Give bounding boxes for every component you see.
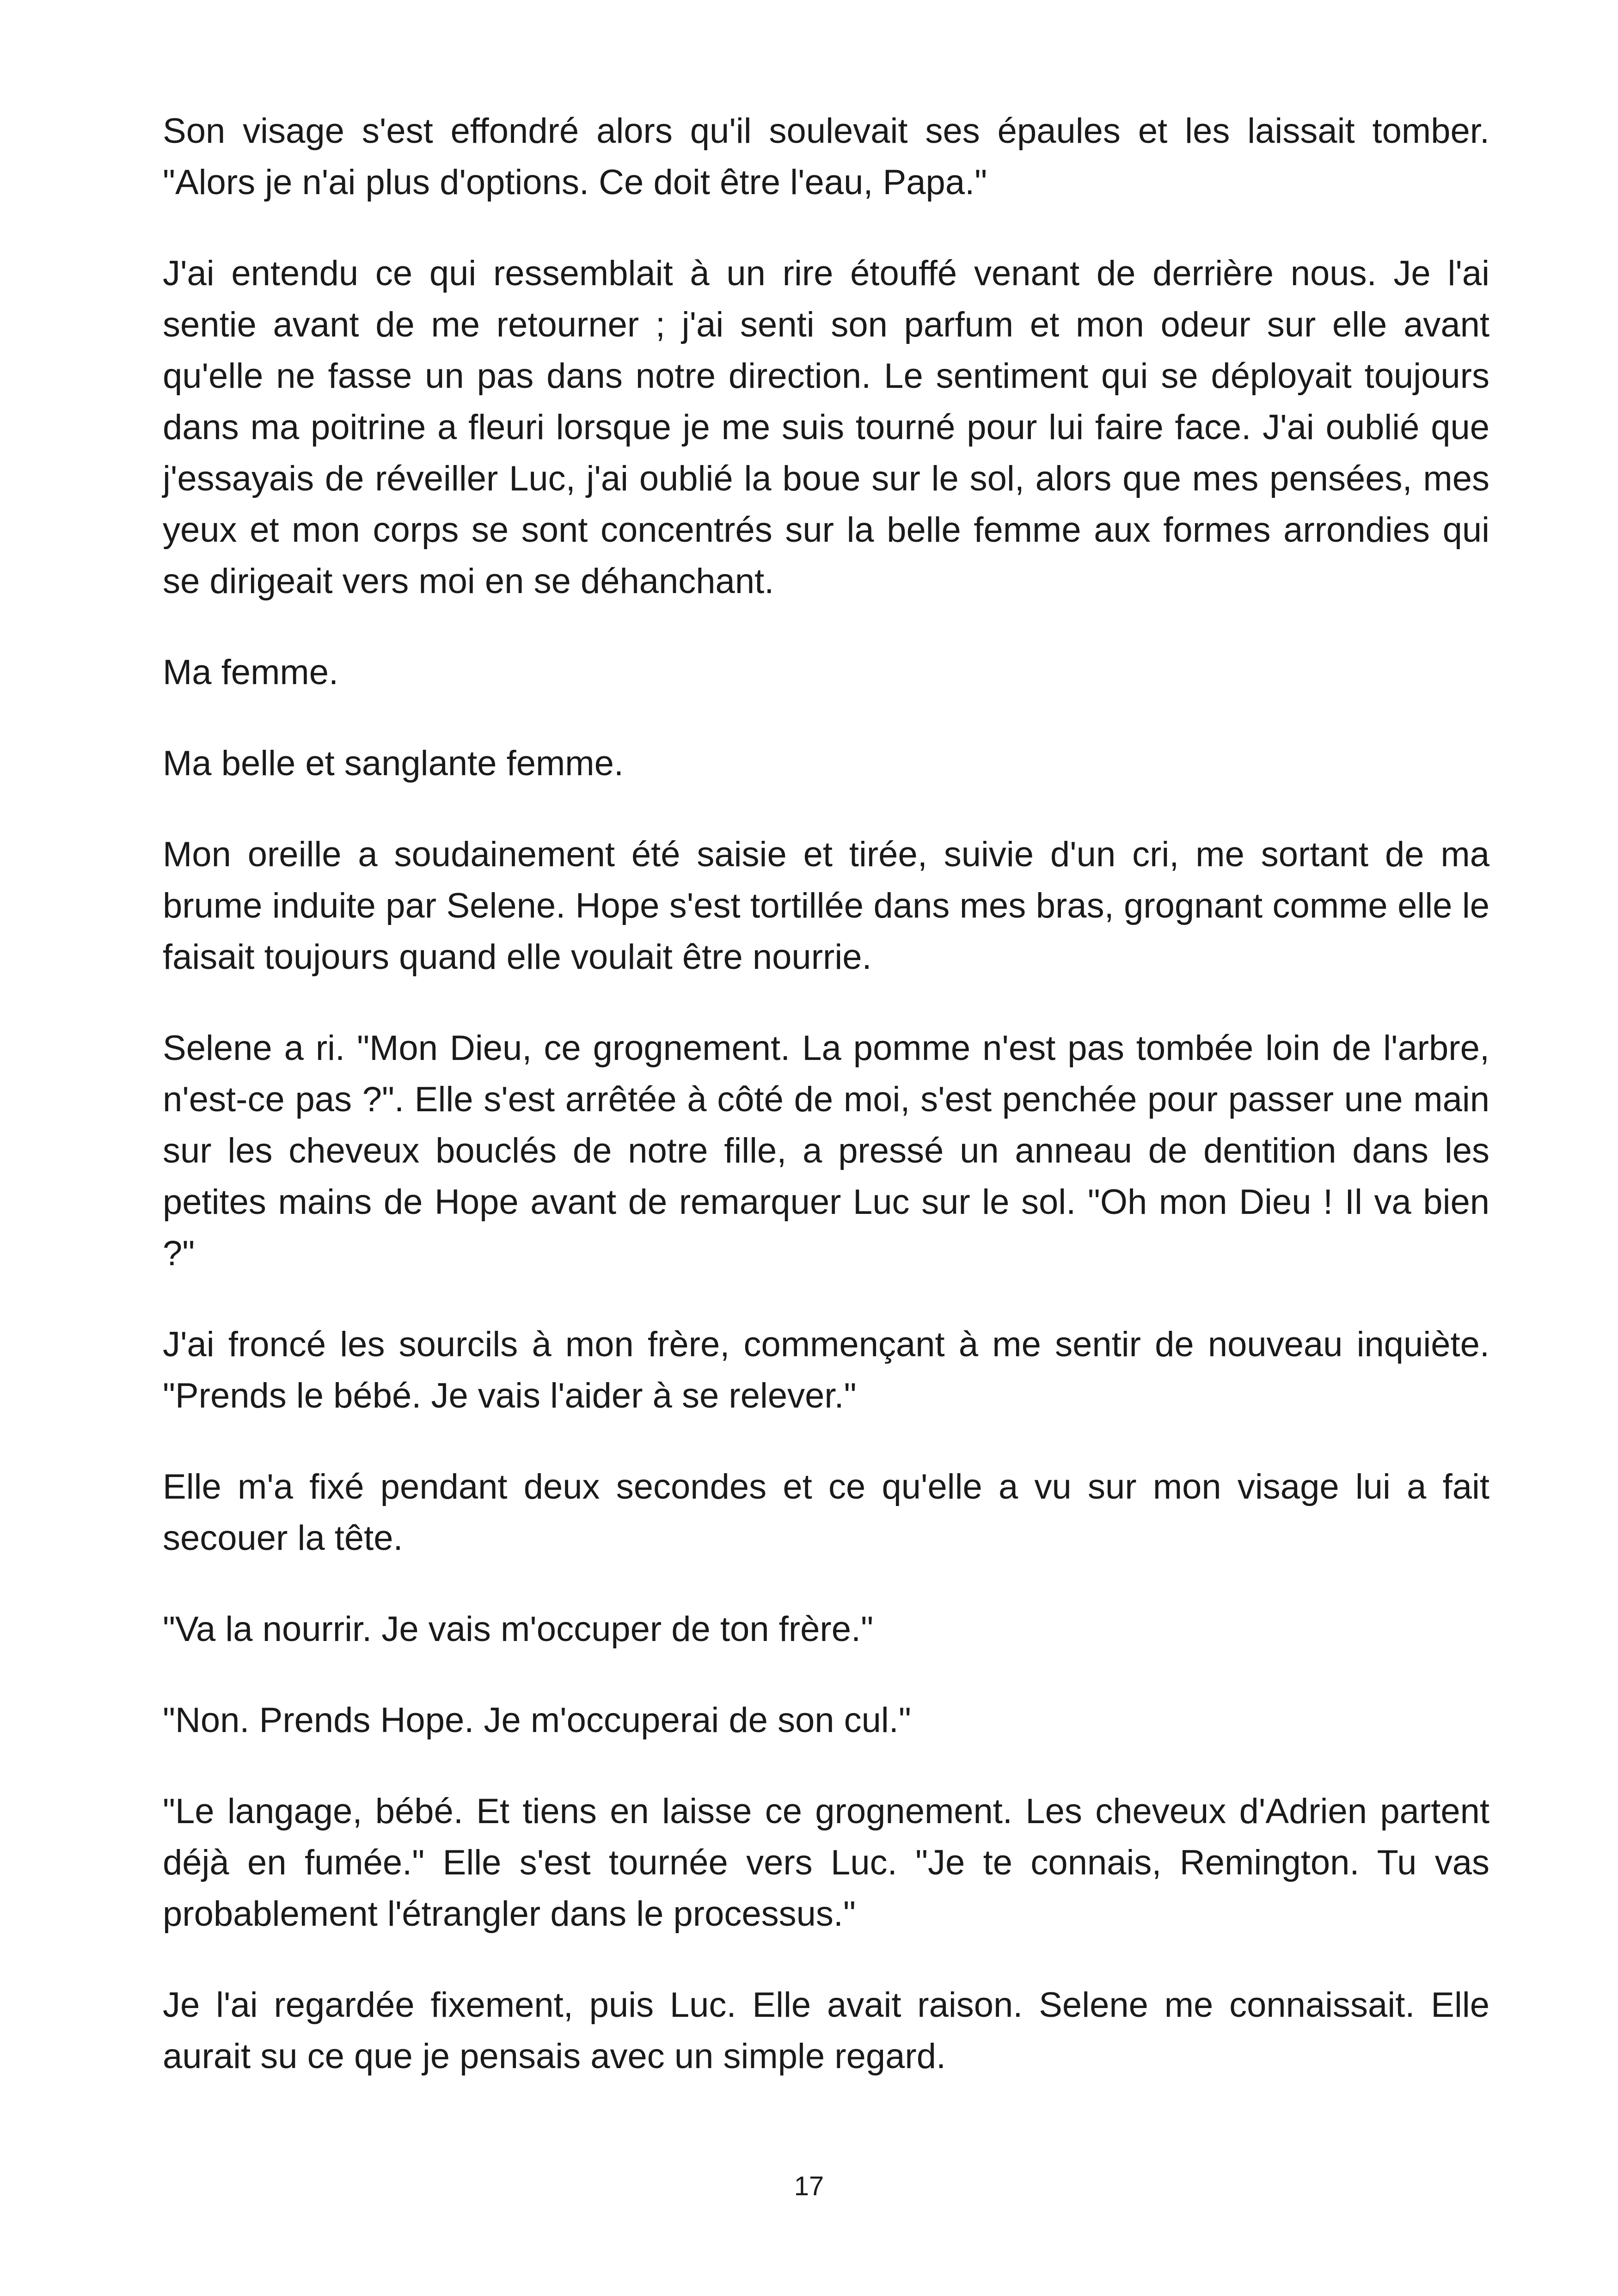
paragraph-9: "Va la nourrir. Je vais m'occuper de ton frère." — [163, 1610, 874, 1649]
paragraph-11: "Le langage, bébé. Et tiens en laisse ce grognement. Les cheveux d'Adrien partent déjà en fumée." Elle s'est tournée vers Luc. "Je te connais, Remington. Tu vas probablement l'étrangler dans le processus." — [163, 1792, 1489, 1934]
paragraph-12: Je l'ai regardée fixement, puis Luc. Elle avait raison. Selene me connaissait. Elle aurait su ce que je pensais avec un simple regard. — [163, 1985, 1489, 2076]
paragraph-8: Elle m'a fixé pendant deux secondes et ce qu'elle a vu sur mon visage lui a fait secouer la tête. — [163, 1467, 1489, 1558]
paragraph-2: J'ai entendu ce qui ressemblait à un rire étouffé venant de derrière nous. Je l'ai sentie avant de me retourner ; j'ai senti son parfum et mon odeur sur elle avant qu'elle ne fasse un pas dans notre direction. Le sentiment qui se déployait toujours dans ma poitrine a fleuri lorsque je me suis tourné pour lui faire face. J'ai oublié que j'essayais de réveiller Luc, j'ai oublié la boue sur le sol, alors que mes pensées, mes yeux et mon corps se sont concentrés sur la belle femme aux formes arrondies qui se dirigeait vers moi en se déhanchant. — [163, 254, 1489, 601]
paragraph-5: Mon oreille a soudainement été saisie et tirée, suivie d'un cri, me sortant de ma brume induite par Selene. Hope s'est tortillée dans mes bras, grognant comme elle le faisait toujours quand elle voulait être nourrie. — [163, 835, 1489, 977]
body-text — [163, 105, 1489, 2122]
paragraph-6: Selene a ri. "Mon Dieu, ce grognement. La pomme n'est pas tombée loin de l'arbre, n'est-ce pas ?". Elle s'est arrêtée à côté de moi, s'est penchée pour passer une main sur les cheveux bouclés de notre fille, a pressé un anneau de dentition dans les petites mains de Hope avant de remarquer Luc sur le sol. "Oh mon Dieu ! Il va bien ?" — [163, 1029, 1489, 1273]
paragraph-3: Ma femme. — [163, 653, 339, 692]
paragraph-1: Son visage s'est effondré alors qu'il soulevait ses épaules et les laissait tomber. "Alors je n'ai plus d'options. Ce doit être l'eau, Papa." — [163, 111, 1489, 202]
page-number: 17 — [794, 2171, 824, 2201]
paragraph-10: "Non. Prends Hope. Je m'occuperai de son cul." — [163, 1701, 911, 1740]
paragraph-7: J'ai froncé les sourcils à mon frère, commençant à me sentir de nouveau inquiète. "Prends le bébé. Je vais l'aider à se relever." — [163, 1325, 1489, 1415]
paragraph-4: Ma belle et sanglante femme. — [163, 744, 624, 783]
